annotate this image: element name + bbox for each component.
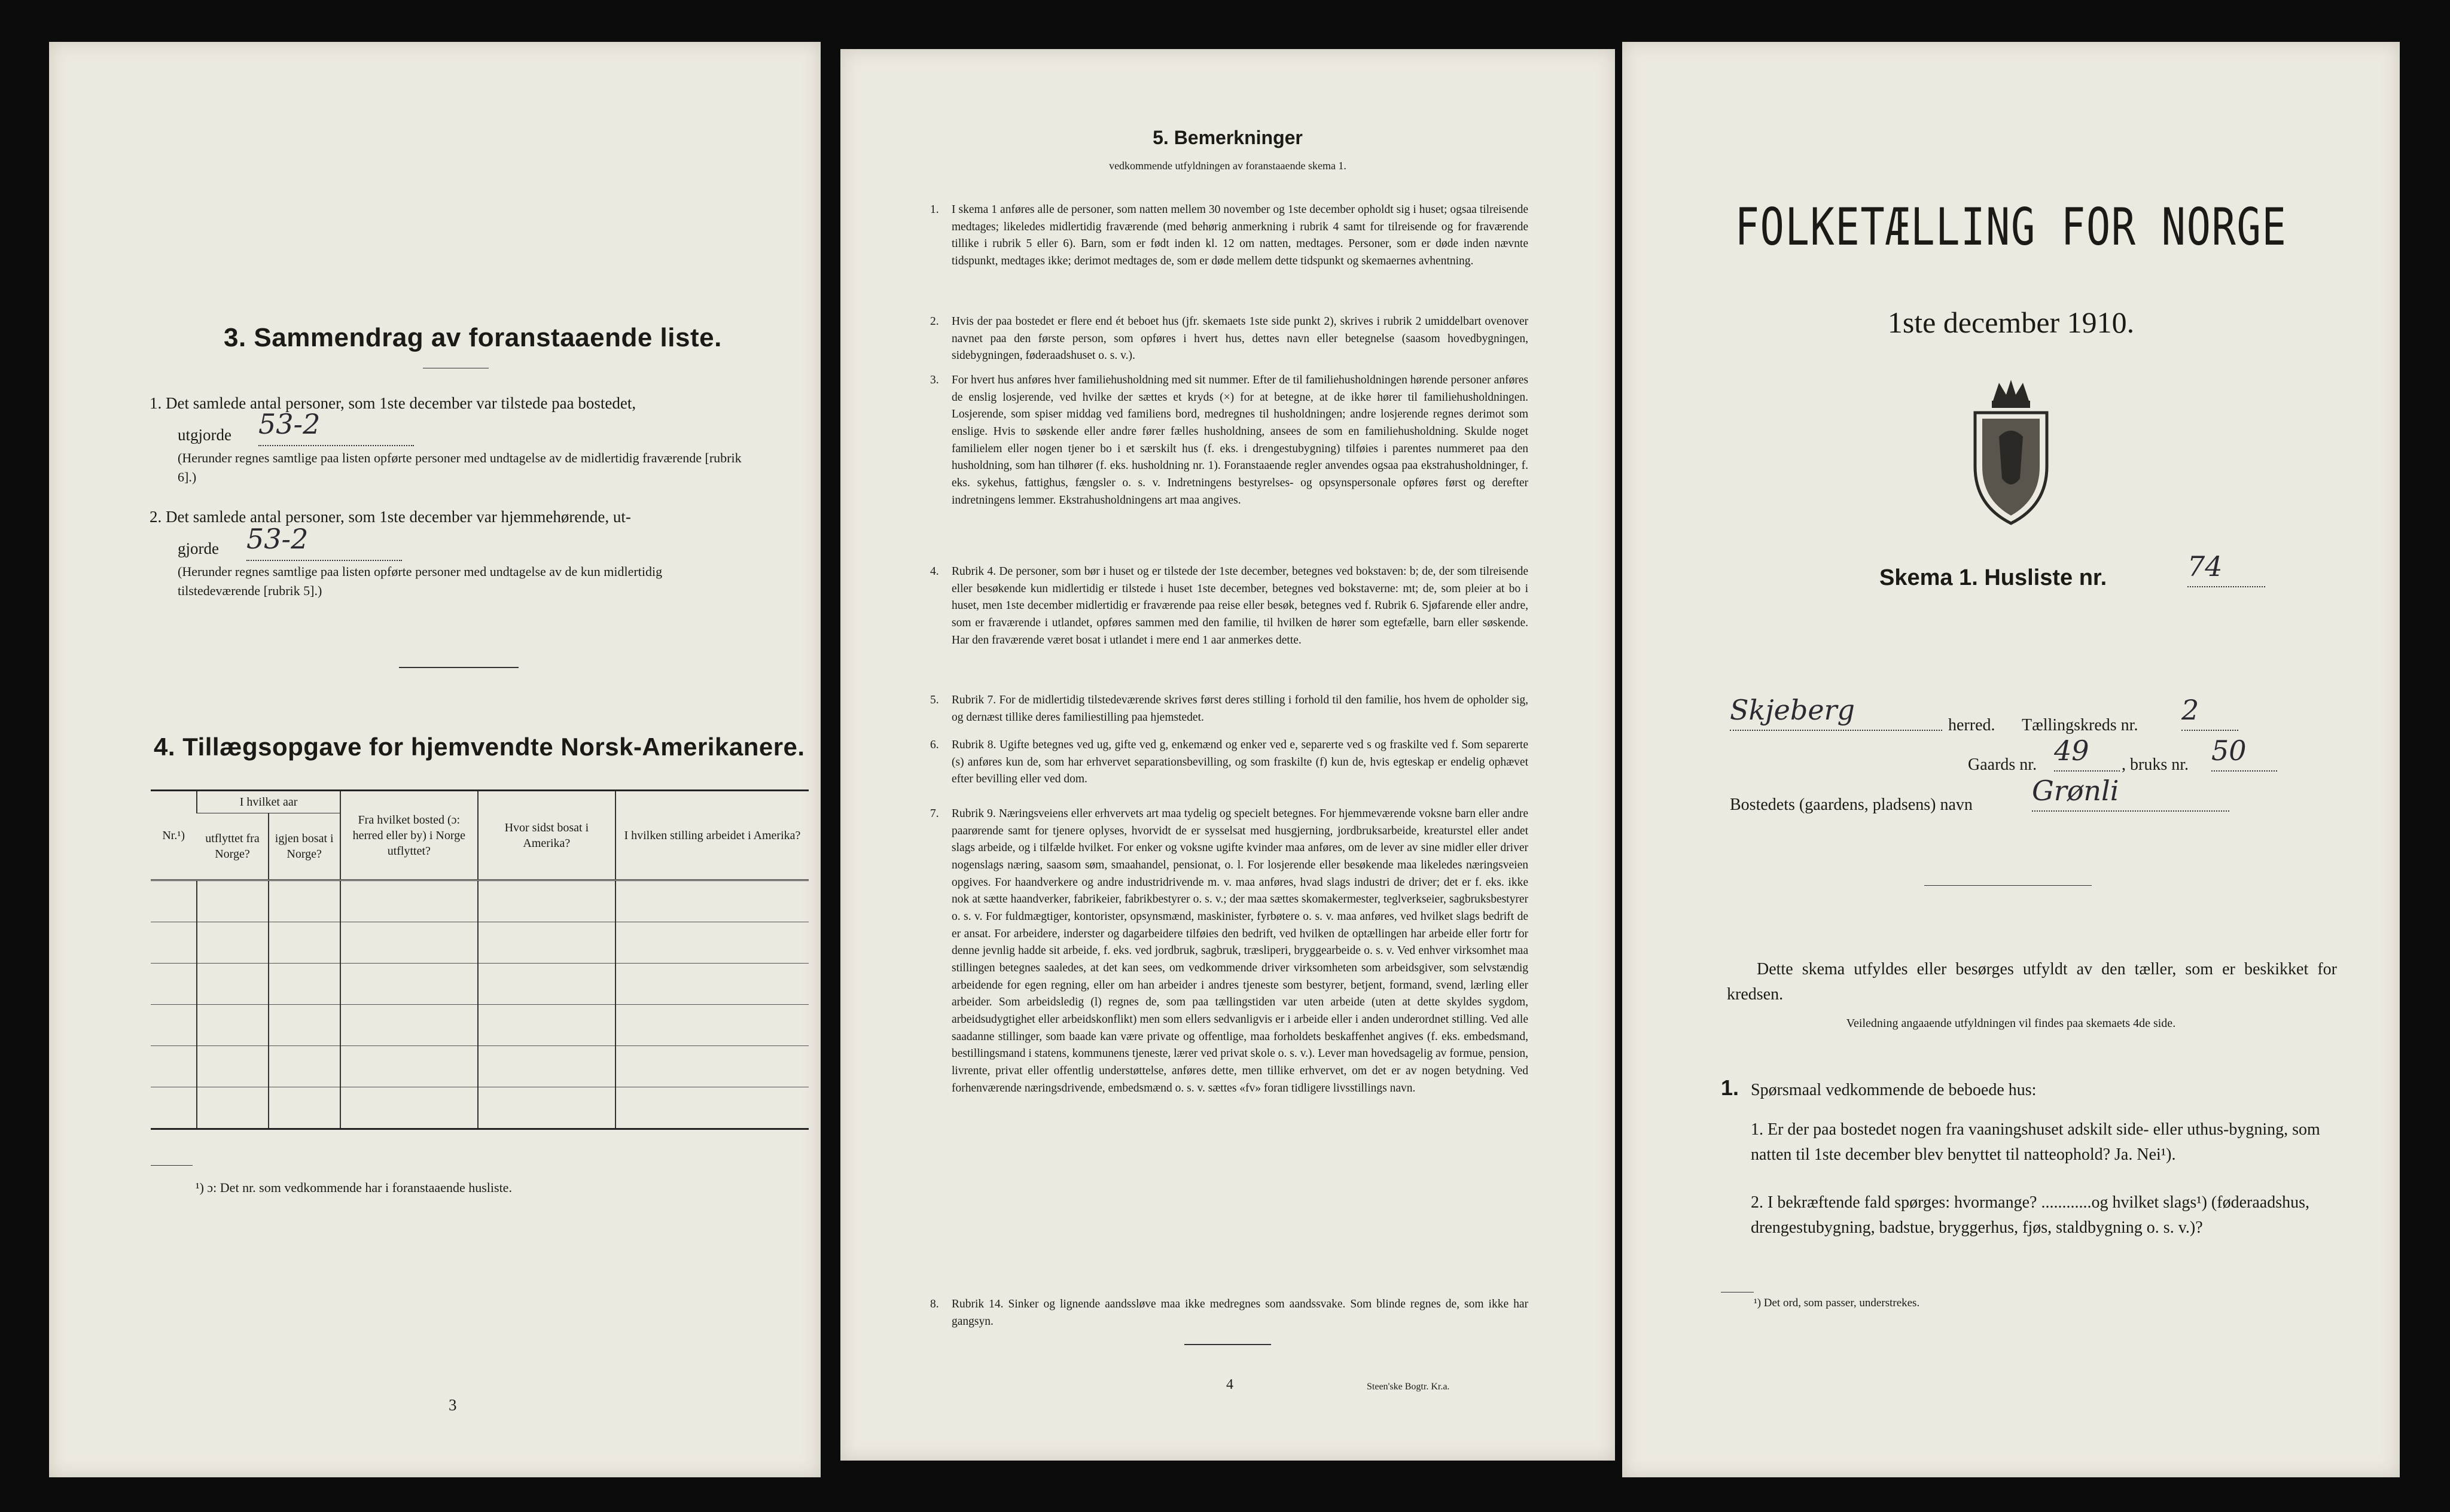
page-3-left [49, 42, 821, 1477]
question-1: 1. Er der paa bostedet nogen fra vaaningshuset adskilt side- eller uthus-bygning, som natten til 1ste december blev benyttet til natteophold? Ja. Nei¹). [1751, 1120, 2320, 1164]
remark-5: 5. Rubrik 7. For de midlertidig tilstedeværende skrives først deres stilling i forhold til den familie, hos hvem de opholder sig, og dernæst tillike deres familiestilling paa hjemstedet. [930, 694, 1528, 724]
kreds-value: 2 [2181, 694, 2238, 731]
table-row [151, 1046, 809, 1087]
norsk-amerikaner-table [151, 789, 809, 1130]
col-stilling: I hvilken stilling arbeidet i Amerika? [615, 791, 809, 880]
section-3-title: 3. Sammendrag av foranstaaende liste. [224, 323, 722, 352]
divider [399, 667, 519, 668]
kreds-label: Tællingskreds nr. [2022, 716, 2138, 734]
item-2-label: gjorde [178, 539, 219, 557]
bemerkninger-subtitle: vedkommende utfyldningen av foranstaaende skema 1. [1109, 160, 1346, 172]
table-row [151, 1087, 809, 1129]
col-igjen: igjen bosat i Norge? [269, 813, 340, 880]
bruks-value: 50 [2211, 734, 2277, 772]
remark-1: 1. I skema 1 anføres alle de personer, som natten mellem 30 november og 1ste december opholdt sig i huset; ogsaa tilreisende medtages; likeledes midlertidig fraværende (med behørig anmerkning i rubrik 4 samt for tilreisende og for fraværende tillike i rubrik 5 eller 6). Barn, som er født inden kl. 12 om natten, medtages. Personer, som er døde inden nævnte tidspunkt, medtages ikke; derimot medtages de, som er døde mellem dette tidspunkt og skemaernes avhentning. [930, 203, 1528, 267]
footnote: ¹) ɔ: Det nr. som vedkommende har i foranstaaende husliste. [196, 1180, 512, 1195]
col-aar: I hvilket aar [197, 791, 340, 813]
bosted-value: Grønli [2032, 775, 2229, 812]
remark-3: 3. For hvert hus anføres hver familiehusholdning med sit nummer. Efter de til familiehusholdningen hørende personer anføres de enslig losjerende, ved hvilke der sættes et kryds (×) for at betegne, at de ikke hører til familiehusholdningen. Losjerende, som spiser middag ved familiens bord, medregnes til husholdningen; andre losjerende regnes derimot som enslige. Hvis to søskende eller andre fører fælles husholdning, ansees de som en familiehusholdning. Skulde noget familielem eller nogen tjener bo i et særskilt hus (f. eks. i drengestubygning) tilføies i parentes nummeret paa den husholdning, som han tilhører (f. eks. husholdning nr. 1). Foranstaaende regler anvendes ogsaa paa ekstrahusholdninger, f. eks. sykehus, fattighus, fængsler o. s. v. Indretningens bestyrelses- og opsynspersonale opføres først og derefter indretningens lemmer. Ekstrahusholdningens art maa angives. [930, 374, 1528, 507]
printer-mark: Steen'ske Bogtr. Kr.a. [1367, 1382, 1450, 1392]
footnote: ¹) Det ord, som passer, understrekes. [1754, 1297, 1920, 1309]
ornament-divider [1924, 885, 2092, 886]
gaards-value: 49 [2054, 734, 2120, 772]
table-row [151, 1005, 809, 1046]
remark-7: 7. Rubrik 9. Næringsveiens eller erhvervets art maa tydelig og specielt betegnes. For hjemmeværende voksne barn eller andre paarørende samt for tjenere oplyses, hvorvidt de er sysselsat med husgjerning, jordbruksarbeide, kreaturstel eller andet slags arbeide, og i tilfælde hvilket. For enker og voksne ugifte kvinder maa anføres, om de lever av sine midler eller driver nogenslags næring, saasom søm, smaahandel, pensionat, o. l. For losjerende eller besøkende maa likeledes næringsveien opgives. For haandverkere og andre industridrivende m. v. maa anføres, hvad slags industri de driver; det er f. eks. ikke nok at sætte haandverker, fabrikeier, fabrikbestyrer o. s. v.; der maa sættes skomakermester, teglverkseier, sagbruksbestyrer o. s. v. For fuldmægtiger, kontorister, opsynsmænd, maskinister, fyrbøtere o. s. v. maa anføres, ved hvilket slags bedrift de er ansat. For arbeidere, inderster og dagarbeidere tilføies den bedrift, ved hvilken de optællingen har arbeide eller fortr for denne jevnlig hadde sit arbeide, f. eks. ved jordbruk, sagbruk, træsliperi, bryggearbeide o. s. v. Ved enhver virksomhet maa stillingen betegnes saaledes, at det kan sees, om vedkommende driver virksomheten som arbeidsgiver, som selvstændig arbeidende for egen regning, eller om han arbeider i andres tjeneste som bestyrer, betjent, formand, svend, lærling eller arbeider. Som arbeidsledig (l) regnes de, som paa tællingstiden var uten arbeide (uten at dette skyldes sygdom, arbeidsudygtighet eller arbeidskonflikt) men som ellers sedvanligvis er i arbeide eller i anden underordnet stilling. Ved alle saadanne stillinger, som baade kan være private og offentlige, maa forholdets beskaffenhet angives (f. eks. embedsmand, bestillingsmand i statens, kommunens tjeneste, lærer ved privat skole o. s. v.). Lever man hovedsagelig av formue, pension, livrente, privat eller offentlig understøttelse, anføres dette, men tillike erhvervet, om det er av nogen betydning. Ved forhenværende næringsdrivende, embedsmænd o. s. v. sættes «fv» foran tidligere livsstillings navn. [930, 807, 1528, 1095]
husliste-nr: 74 [2187, 550, 2265, 587]
page-number: 4 [1226, 1377, 1233, 1392]
section-4-title: 4. Tillægsopgave for hjemvendte Norsk-Amerikanere. [154, 733, 805, 761]
col-nr: Nr.¹) [151, 791, 197, 880]
coat-of-arms-icon [1963, 377, 2059, 526]
census-date: 1ste december 1910. [1887, 306, 2135, 339]
item-2-note: (Herunder regnes samtlige paa listen opførte personer med undtagelse av de kun midlertidig tilstedeværende [rubrik 5].) [178, 564, 663, 598]
item-1-value: 53-2 [258, 408, 414, 446]
instruction-text: Dette skema utfyldes eller besørges utfyldt av den tæller, som er beskikket for kredsen. [1727, 960, 2337, 1004]
bemerkninger-title: 5. Bemerkninger [1153, 127, 1303, 148]
page-number: 3 [449, 1396, 457, 1414]
item-2-value: 53-2 [246, 523, 402, 561]
remark-6: 6. Rubrik 8. Ugifte betegnes ved ug, gifte ved g, enkemænd og enker ved e, separerte ved s og fraskilte ved f. Som separerte (s) anføres kun de, som har erhvervet separationsbevilling, og som fraskilte (f) kun de, hvis egteskap er endelig ophævet efter bevilling eller ved dom. [930, 739, 1528, 786]
remark-8: 8. Rubrik 14. Sinker og lignende aandssløve maa ikke medregnes som aandssvake. Som blinde regnes de, som ikke har gangsyn. [930, 1298, 1528, 1328]
bruks-label: , bruks nr. [2122, 755, 2189, 774]
question-2: 2. I bekræftende fald spørges: hvormange? ............og hvilket slags¹) (føderaadshus, drengestubygning, badstue, bryggerhus, fjøs, staldbygning o. s. v.)? [1751, 1193, 2309, 1237]
item-1-text: 1. Det samlede antal personer, som 1ste december var tilstede paa bostedet, [150, 394, 636, 412]
questions-heading: Spørsmaal vedkommende de beboede hus: [1751, 1081, 2037, 1099]
remark-2: 2. Hvis der paa bostedet er flere end ét beboet hus (jfr. skemaets 1ste side punkt 2), skrives i rubrik 2 umiddelbart ovenover navnet paa den første person, som opføres i hvert hus, dettes navn eller betegnelse (saasom hovedbygningen, sidebygningen, føderaadshuset o. s. v.). [930, 315, 1528, 362]
front-page [1622, 42, 2400, 1477]
col-hvor: Hvor sidst bosat i Amerika? [478, 791, 615, 880]
table-row [151, 964, 809, 1005]
gaards-label: Gaards nr. [1968, 755, 2037, 774]
footnote-rule [151, 1165, 193, 1166]
table-row [151, 880, 809, 922]
col-fra: Fra hvilket bosted (ɔ: herred eller by) i Norge utflyttet? [340, 791, 478, 880]
page-4-middle [840, 49, 1615, 1461]
herred-value: Skjeberg [1730, 694, 1942, 731]
herred-label: herred. [1948, 716, 1995, 734]
remark-4: 4. Rubrik 4. De personer, som bør i huset og er tilstede der 1ste december, betegnes ved bokstaven: b; de, der som tilreisende eller besøkende kun midlertidig er tilstede i huset 1ste december, betegnes ved bokstaverne: mt; de, som pleier at bo i huset, men 1ste december midlertidig er fraværende paa reise eller besøk, betegnes ved f. Rubrik 6. Sjøfarende eller andre, som er fraværende i utlandet, opføres sammen med den familie, til hvilken de hører som egtefælle, barn eller søskende. Har den fraværende været bosat i utlandet i mere end 1 aar anmerkes dette. [930, 565, 1528, 647]
item-2-text: 2. Det samlede antal personer, som 1ste december var hjemmehørende, ut- [150, 508, 631, 526]
table-row [151, 922, 809, 964]
bosted-label: Bostedets (gaardens, pladsens) navn [1730, 795, 1973, 814]
item-1-note: (Herunder regnes samtlige paa listen opførte personer med undtagelse av de midlertidig fraværende [rubrik 6].) [178, 450, 742, 484]
census-title: FOLKETÆLLING FOR NORGE [1735, 197, 2287, 257]
veiledning-text: Veiledning angaaende utfyldningen vil findes paa skemaets 4de side. [1846, 1017, 2176, 1030]
skema-label: Skema 1. Husliste nr. [1879, 565, 2107, 590]
questions-number: 1. [1721, 1075, 1739, 1100]
divider [1184, 1344, 1271, 1345]
col-utflyttet: utflyttet fra Norge? [205, 832, 260, 861]
item-1-label: utgjorde [178, 426, 231, 444]
